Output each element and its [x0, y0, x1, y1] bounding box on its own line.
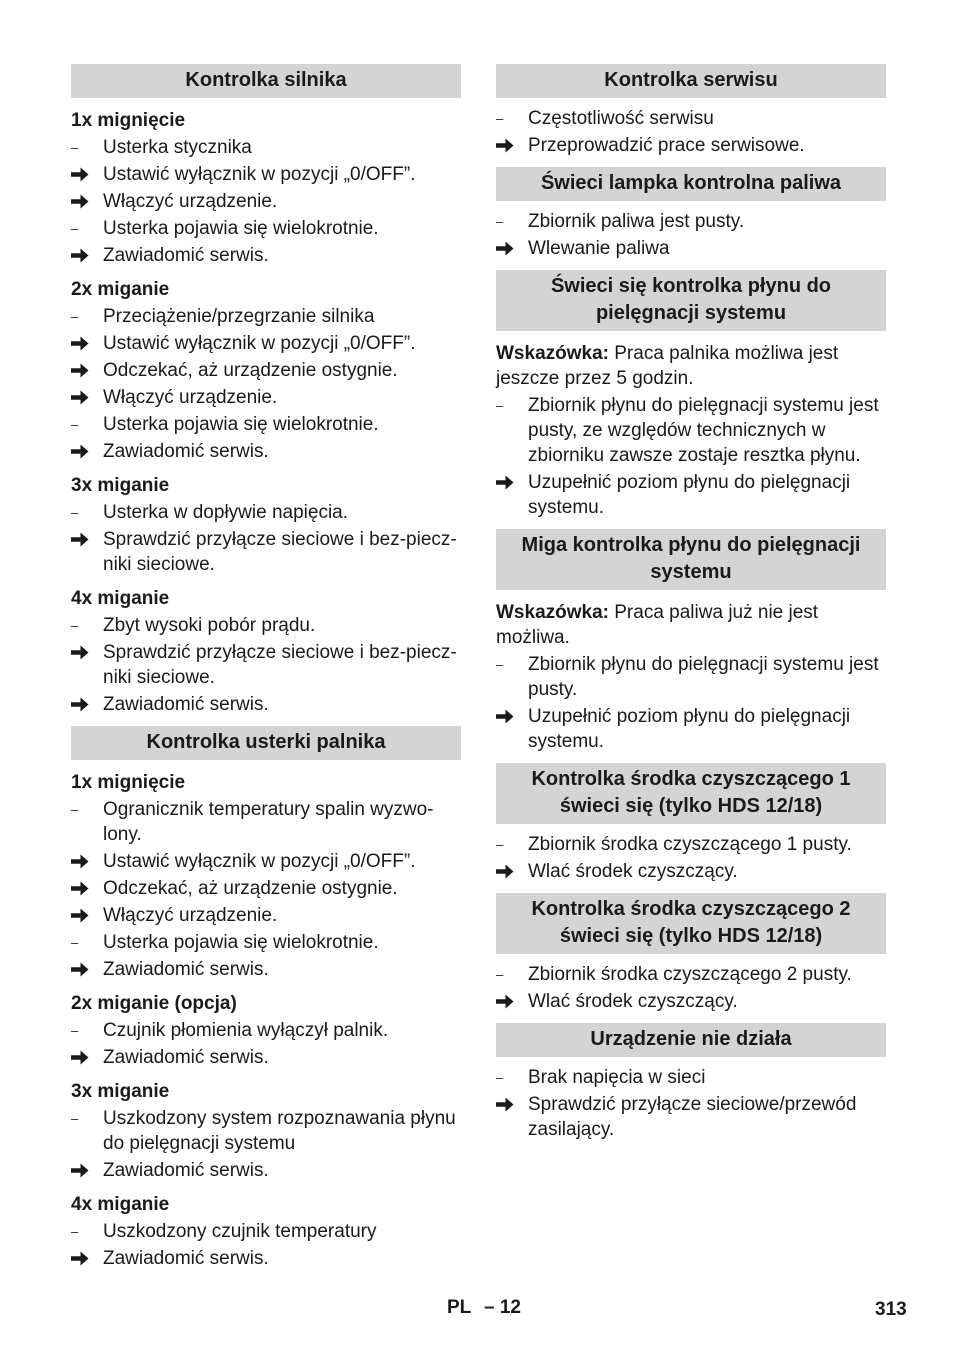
fault-item [71, 135, 461, 160]
section-heading: Kontrolka środka czyszczącego 1 świeci się (tylko HDS 12/18) [496, 763, 886, 824]
left-column [71, 64, 461, 1271]
item-text: Przeciążenie/przegrzanie silnika [103, 306, 375, 327]
action-item [71, 692, 461, 717]
right-column [496, 64, 886, 1142]
page-number: 313 [875, 1299, 907, 1320]
action-item [71, 849, 461, 874]
arrow-right-icon [71, 532, 89, 547]
dash-marker: – [71, 935, 79, 950]
fault-item [496, 393, 886, 468]
section-heading: Kontrolka usterki palnika [71, 726, 461, 760]
blink-code-heading: 2x miganie [71, 279, 170, 300]
item-text: Przeprowadzić prace serwisowe. [528, 135, 805, 156]
blink-code-heading: 4x miganie [71, 1194, 170, 1215]
action-item [71, 1045, 461, 1070]
arrow-right-icon [71, 1251, 89, 1266]
action-marker [71, 876, 103, 901]
section-body [496, 98, 886, 158]
blink-code-heading: 3x miganie [71, 475, 170, 496]
item-text: Zawiadomić serwis. [103, 441, 269, 462]
fault-item [496, 962, 886, 987]
action-item [496, 236, 886, 261]
item-text: Uzupełnić poziom płynu do pielęgnacji systemu. [528, 472, 851, 518]
action-marker [496, 989, 528, 1014]
item-text: Uzupełnić poziom płynu do pielęgnacji systemu. [528, 706, 851, 752]
arrow-right-icon [496, 241, 514, 256]
arrow-right-icon [71, 1050, 89, 1065]
dash-marker: – [496, 967, 504, 982]
action-item [71, 527, 461, 577]
action-marker [71, 358, 103, 383]
item-text: Brak napięcia w sieci [528, 1067, 706, 1088]
item-text: Zawiadomić serwis. [103, 1248, 269, 1269]
item-text: Usterka pojawia się wielokrotnie. [103, 218, 379, 239]
item-text: Zawiadomić serwis. [103, 1160, 269, 1181]
section-heading: Miga kontrolka płynu do pielęgnacji systemu [496, 529, 886, 590]
arrow-right-icon [496, 1097, 514, 1112]
dash-marker: – [71, 1224, 79, 1239]
item-text: Zawiadomić serwis. [103, 694, 269, 715]
arrow-right-icon [71, 336, 89, 351]
arrow-right-icon [71, 854, 89, 869]
arrow-right-icon [496, 994, 514, 1009]
arrow-right-icon [496, 709, 514, 724]
action-marker [71, 331, 103, 356]
fault-item [496, 209, 886, 234]
note-text: Praca paliwa już nie jest możliwa. [496, 602, 819, 648]
action-item [71, 243, 461, 268]
dash-marker: – [496, 111, 504, 126]
item-text: Usterka stycznika [103, 137, 252, 158]
fault-item [71, 412, 461, 437]
arrow-right-icon [71, 697, 89, 712]
action-marker [71, 385, 103, 410]
action-item [71, 1158, 461, 1183]
arrow-right-icon [71, 881, 89, 896]
item-text: Usterka pojawia się wielokrotnie. [103, 932, 379, 953]
action-item [71, 162, 461, 187]
note-paragraph [496, 341, 886, 391]
item-text: Zbiornik płynu do pielęgnacji systemu jest pusty, ze względów technicznych w zbiorniku zawsze zostaje resztka płynu. [528, 395, 879, 466]
blink-code-heading: 4x miganie [71, 588, 170, 609]
item-text: Ustawić wyłącznik w pozycji „0/OFF”. [103, 333, 416, 354]
action-marker [71, 692, 103, 717]
dash-marker: – [71, 802, 79, 817]
action-item [496, 1092, 886, 1142]
item-text: Uszkodzony system rozpoznawania płynu do pielęgnacji systemu [103, 1108, 456, 1154]
item-text: Zbiornik środka czyszczącego 2 pusty. [528, 964, 852, 985]
arrow-right-icon [71, 194, 89, 209]
section-body [496, 201, 886, 261]
note-label: Wskazówka: [496, 602, 609, 623]
fault-item [496, 1065, 886, 1090]
action-marker [71, 1246, 103, 1271]
action-item [71, 331, 461, 356]
section-heading: Kontrolka silnika [71, 64, 461, 98]
dash-marker: – [496, 398, 504, 413]
dash-marker: – [71, 140, 79, 155]
arrow-right-icon [71, 363, 89, 378]
section-heading: Urządzenie nie działa [496, 1023, 886, 1057]
item-text: Uszkodzony czujnik temperatury [103, 1221, 377, 1242]
item-text: Zbiornik paliwa jest pusty. [528, 211, 745, 232]
section-body [496, 824, 886, 884]
arrow-right-icon [71, 908, 89, 923]
fault-item [496, 832, 886, 857]
item-text: Włączyć urządzenie. [103, 387, 278, 408]
action-item [496, 859, 886, 884]
arrow-right-icon [71, 645, 89, 660]
fault-item [71, 797, 461, 847]
item-text: Zbiornik płynu do pielęgnacji systemu jest pusty. [528, 654, 879, 700]
section-heading: Świeci lampka kontrolna paliwa [496, 167, 886, 201]
dash-marker: – [496, 837, 504, 852]
action-marker [71, 162, 103, 187]
note-label: Wskazówka: [496, 343, 609, 364]
item-text: Wlać środek czyszczący. [528, 991, 738, 1012]
action-item [71, 1246, 461, 1271]
note-text: Praca palnika możliwa jest jeszcze przez 5 godzin. [496, 343, 839, 389]
action-item [71, 876, 461, 901]
blink-code-heading: 1x mignięcie [71, 772, 186, 793]
action-item [71, 640, 461, 690]
item-text: Sprawdzić przyłącze sieciowe i bez-pieczniki sieciowe. [103, 529, 457, 575]
fault-item [71, 216, 461, 241]
action-item [71, 189, 461, 214]
arrow-right-icon [71, 962, 89, 977]
arrow-right-icon [71, 167, 89, 182]
action-marker [71, 243, 103, 268]
item-text: Sprawdzić przyłącze sieciowe/przewód zasilający. [528, 1094, 857, 1140]
action-marker [496, 704, 528, 754]
fault-item [71, 930, 461, 955]
action-marker [71, 1158, 103, 1183]
dash-marker: – [71, 221, 79, 236]
blink-code-heading: 1x mignięcie [71, 110, 186, 131]
action-item [71, 358, 461, 383]
arrow-right-icon [71, 444, 89, 459]
item-text: Zbyt wysoki pobór prądu. [103, 615, 316, 636]
section-heading: Kontrolka środka czyszczącego 2 świeci się (tylko HDS 12/18) [496, 893, 886, 954]
item-text: Wlewanie paliwa [528, 238, 670, 259]
item-text: Usterka w dopływie napięcia. [103, 502, 349, 523]
action-item [71, 957, 461, 982]
item-text: Zbiornik środka czyszczącego 1 pusty. [528, 834, 852, 855]
action-marker [496, 470, 528, 520]
dash-marker: – [496, 657, 504, 672]
item-text: Wlać środek czyszczący. [528, 861, 738, 882]
fault-item [71, 1106, 461, 1156]
item-text: Ogranicznik temperatury spalin wyzwo-lony. [103, 799, 434, 845]
blink-code-heading: 2x miganie (opcja) [71, 993, 237, 1014]
note-paragraph [496, 600, 886, 650]
blink-code-heading: 3x miganie [71, 1081, 170, 1102]
item-text: Zawiadomić serwis. [103, 959, 269, 980]
arrow-right-icon [71, 390, 89, 405]
dash-marker: – [71, 417, 79, 432]
arrow-right-icon [71, 248, 89, 263]
arrow-right-icon [496, 138, 514, 153]
fault-item [71, 304, 461, 329]
item-text: Odczekać, aż urządzenie ostygnie. [103, 360, 398, 381]
dash-marker: – [71, 618, 79, 633]
item-text: Włączyć urządzenie. [103, 905, 278, 926]
section-body [496, 1057, 886, 1142]
dash-marker: – [71, 1111, 79, 1126]
dash-marker: – [71, 309, 79, 324]
arrow-right-icon [496, 864, 514, 879]
action-item [496, 470, 886, 520]
action-marker [71, 1045, 103, 1070]
fault-item [71, 500, 461, 525]
footer-language-code: PL [447, 1297, 472, 1318]
item-text: Częstotliwość serwisu [528, 108, 714, 129]
action-marker [496, 236, 528, 261]
item-text: Czujnik płomienia wyłączył palnik. [103, 1020, 389, 1041]
item-text: Zawiadomić serwis. [103, 245, 269, 266]
dash-marker: – [496, 1070, 504, 1085]
fault-item [71, 613, 461, 638]
action-marker [71, 903, 103, 928]
action-marker [496, 859, 528, 884]
section-body [496, 954, 886, 1014]
action-item [71, 439, 461, 464]
action-item [71, 903, 461, 928]
section-body [496, 331, 886, 520]
action-marker [71, 189, 103, 214]
action-marker [496, 133, 528, 158]
action-item [71, 385, 461, 410]
action-marker [496, 1092, 528, 1142]
action-item [496, 989, 886, 1014]
section-heading: Kontrolka serwisu [496, 64, 886, 98]
action-marker [71, 640, 103, 690]
item-text: Ustawić wyłącznik w pozycji „0/OFF”. [103, 851, 416, 872]
action-marker [71, 439, 103, 464]
item-text: Zawiadomić serwis. [103, 1047, 269, 1068]
fault-item [496, 106, 886, 131]
item-text: Ustawić wyłącznik w pozycji „0/OFF”. [103, 164, 416, 185]
fault-item [71, 1219, 461, 1244]
footer-section-number: – 12 [484, 1297, 521, 1318]
item-text: Sprawdzić przyłącze sieciowe i bez-pieczniki sieciowe. [103, 642, 457, 688]
dash-marker: – [71, 1023, 79, 1038]
fault-item [496, 652, 886, 702]
action-item [496, 133, 886, 158]
arrow-right-icon [71, 1163, 89, 1178]
item-text: Włączyć urządzenie. [103, 191, 278, 212]
dash-marker: – [71, 505, 79, 520]
section-body [496, 590, 886, 754]
action-item [496, 704, 886, 754]
action-marker [71, 527, 103, 577]
fault-item [71, 1018, 461, 1043]
item-text: Usterka pojawia się wielokrotnie. [103, 414, 379, 435]
arrow-right-icon [496, 475, 514, 490]
action-marker [71, 849, 103, 874]
section-heading: Świeci się kontrolka płynu do pielęgnacji systemu [496, 270, 886, 331]
dash-marker: – [496, 214, 504, 229]
action-marker [71, 957, 103, 982]
item-text: Odczekać, aż urządzenie ostygnie. [103, 878, 398, 899]
